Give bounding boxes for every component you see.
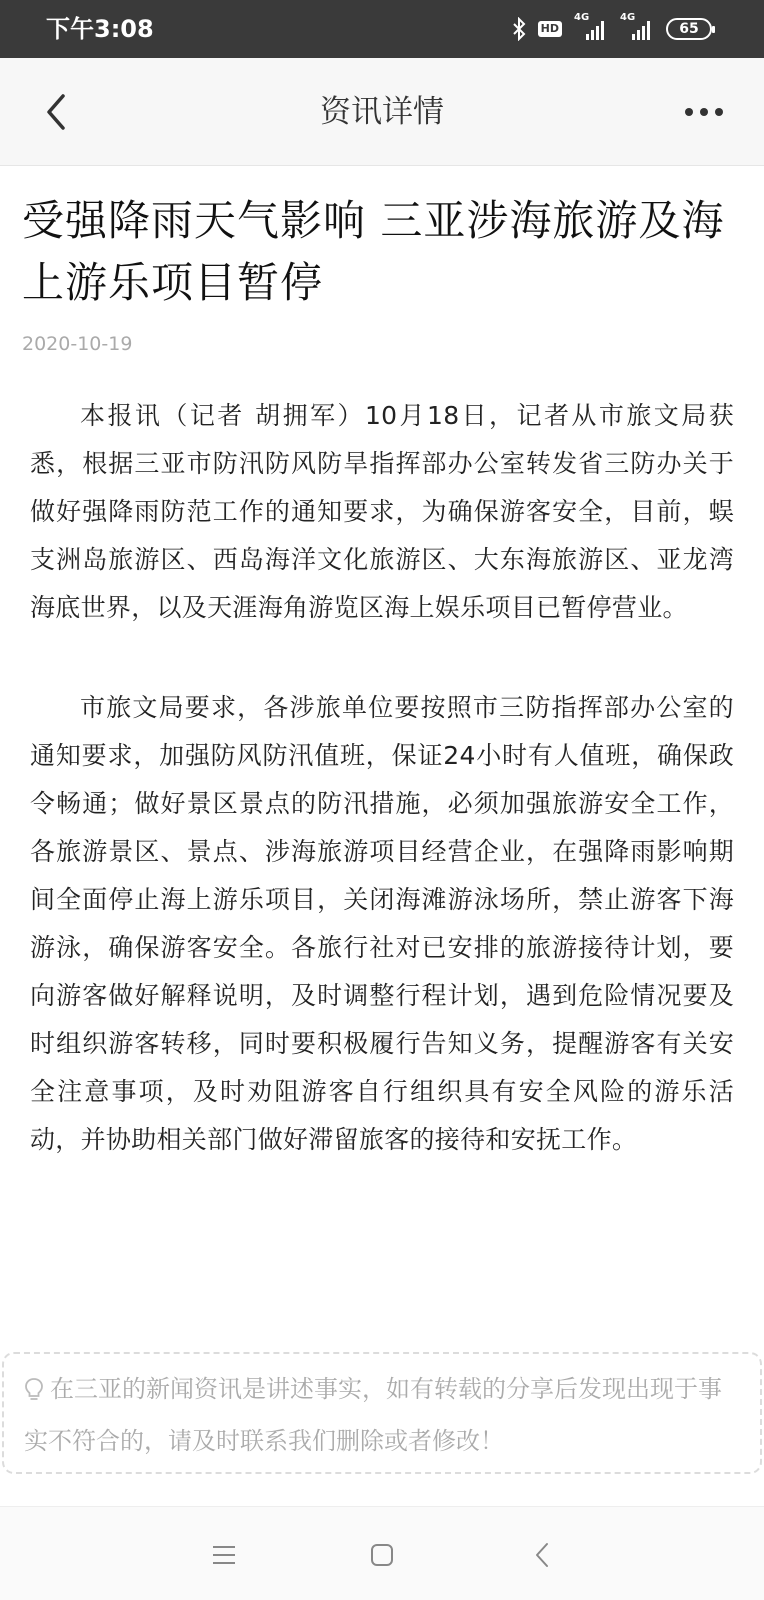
- disclaimer-box: [2, 1352, 762, 1474]
- battery-level: 65: [679, 21, 699, 37]
- nav-header: [0, 58, 764, 166]
- more-dot-icon: [700, 108, 708, 116]
- battery-icon: [666, 18, 712, 40]
- network-type-label: 4G: [574, 12, 590, 23]
- status-bar: [0, 0, 764, 58]
- network-type-label-2: 4G: [620, 12, 636, 23]
- more-options-button[interactable]: [674, 88, 734, 136]
- page-title: 资讯详情: [320, 94, 444, 130]
- status-icons: [512, 12, 712, 42]
- signal-4g-icon: [574, 12, 608, 40]
- article-date: 2020-10-19: [22, 333, 133, 355]
- article-paragraph: 市旅文局要求，各涉旅单位要按照市三防指挥部办公室的通知要求，加强防风防汛值班，保证24小时有人值班，确保政令畅通；做好景区景点的防汛措施，必须加强旅游安全工作，各旅游景区、景点、涉海旅游项目经营企业，在强降雨影响期间全面停止海上游乐项目，关闭海滩游泳场所，禁止游客下海游泳，确保游客安全。各旅行社对已安排的旅游接待计划，要向游客做好解释说明，及时调整行程计划，遇到危险情况要及时组织游客转移，同时要积极履行告知义务，提醒游客有关安全注意事项，及时劝阻游客自行组织具有安全风险的游乐活动，并协助相关部门做好滞留旅客的接待和安抚工作。: [30, 693, 734, 1154]
- bluetooth-icon: [512, 17, 526, 41]
- more-dot-icon: [715, 108, 723, 116]
- system-nav-bar: [0, 1506, 764, 1600]
- menu-icon: [211, 1544, 237, 1566]
- more-dot-icon: [685, 108, 693, 116]
- hd-icon: HD: [538, 21, 562, 37]
- home-button[interactable]: [358, 1531, 406, 1579]
- system-back-button[interactable]: [518, 1531, 566, 1579]
- article-body: [22, 392, 742, 1164]
- back-icon: [532, 1541, 552, 1569]
- article: [0, 166, 764, 1164]
- signal-4g-icon-2: [620, 12, 654, 40]
- disclaimer-message: 在三亚的新闻资讯是讲述事实，如有转载的分享后发现出现于事实不符合的，请及时联系我们删除或者修改！: [24, 1375, 722, 1455]
- lightbulb-icon: [24, 1372, 44, 1418]
- article-paragraph: 本报讯（记者 胡拥军）10月18日，记者从市旅文局获悉，根据三亚市防汛防风防旱指挥部办公室转发省三防办关于做好强降雨防范工作的通知要求，为确保游客安全，目前，蜈支洲岛旅游区、西岛海洋文化旅游区、大东海旅游区、亚龙湾海底世界，以及天涯海角游览区海上娱乐项目已暂停营业。: [30, 401, 734, 622]
- status-time: 下午3:08: [46, 15, 154, 43]
- article-title: 受强降雨天气影响 三亚涉海旅游及海上游乐项目暂停: [22, 196, 725, 307]
- menu-button[interactable]: [200, 1531, 248, 1579]
- home-icon: [369, 1542, 395, 1568]
- disclaimer-text: [24, 1366, 740, 1464]
